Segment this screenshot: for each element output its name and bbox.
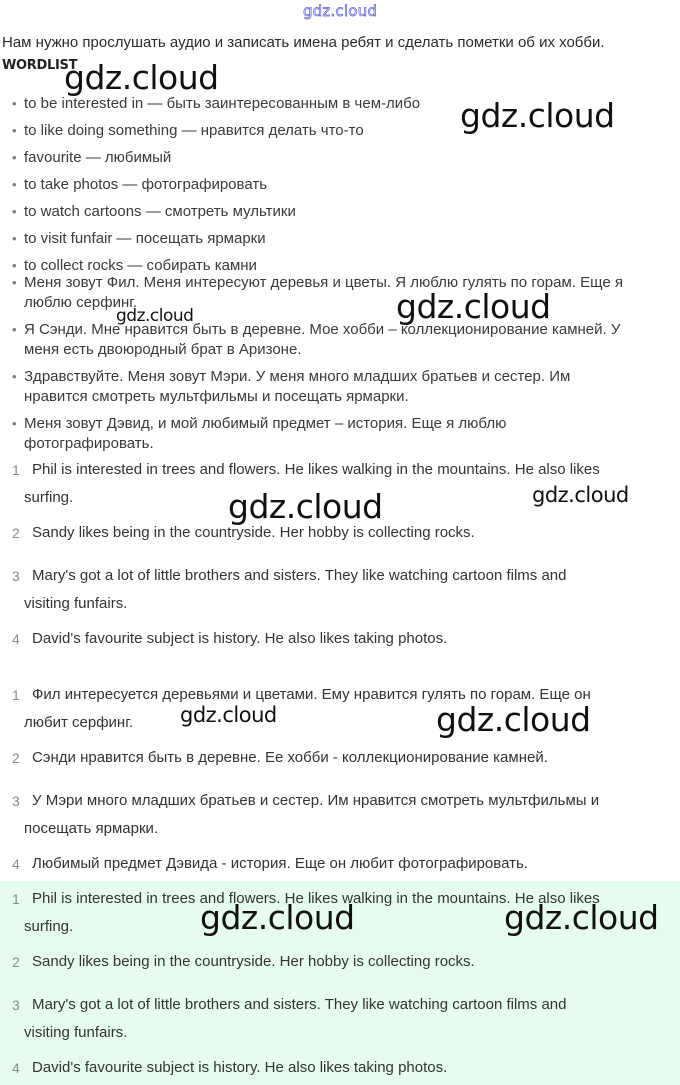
watermark: gdz.cloud <box>460 96 615 135</box>
watermark: gdz.cloud <box>116 306 194 326</box>
task-intro: Нам нужно прослушать аудио и записать имена ребят и сделать пометки об их хобби. <box>2 34 605 51</box>
wordlist-item: • to be interested in — быть заинтересованным в чем-либо <box>12 95 421 112</box>
answer-ru-item: 2 Сэнди нравится быть в деревне. Ее хобби - коллекционирование камней. <box>12 749 548 766</box>
watermark: gdz.cloud <box>436 700 591 739</box>
transcript-item: • Здравствуйте. Меня зовут Мэри. У меня много младших братьев и сестер. Им нравится смотреть мультфильмы и посещать ярмарки. <box>12 368 571 405</box>
wordlist-item: • to watch cartoons — смотреть мультики <box>12 203 296 220</box>
wordlist-item: • to take photos — фотографировать <box>12 176 268 193</box>
watermark: gdz.cloud <box>532 483 629 507</box>
watermark: gdz.cloud <box>504 898 659 937</box>
answer-en-item: 4 David's favourite subject is history. He also likes taking photos. <box>12 630 448 647</box>
answer-en-item: 2 Sandy likes being in the countryside. Her hobby is collecting rocks. <box>12 524 475 541</box>
answer-en-item: 1 Phil is interested in trees and flowers. He likes walking in the mountains. He also likes surfing. <box>12 461 600 506</box>
transcript-item: • Меня зовут Фил. Меня интересуют деревья и цветы. Я люблю гулять по горам. Еще я люблю серфинг. <box>12 274 623 311</box>
answer-en-highlight-item: 3 Mary's got a lot of little brothers and sisters. They like watching cartoon films and visiting funfairs. <box>12 996 567 1041</box>
wordlist-item: • favourite — любимый <box>12 149 172 166</box>
watermark: gdz.cloud <box>180 703 277 727</box>
answer-ru-item: 3 У Мэри много младших братьев и сестер. Им нравится смотреть мультфильмы и посещать ярмарки. <box>12 792 600 837</box>
watermark: gdz.cloud <box>228 487 383 526</box>
answer-en-highlight-item: 2 Sandy likes being in the countryside. Her hobby is collecting rocks. <box>12 953 475 970</box>
wordlist-heading: WORDLIST <box>2 58 78 73</box>
answer-en-item: 3 Mary's got a lot of little brothers and sisters. They like watching cartoon films and visiting funfairs. <box>12 567 567 612</box>
wordlist-item: • to visit funfair — посещать ярмарки <box>12 230 266 247</box>
wordlist-item: • to like doing something — нравится делать что-то <box>12 122 364 139</box>
watermark: gdz.cloud <box>200 898 355 937</box>
answer-en-highlight-item: 1 Phil is interested in trees and flowers. He likes walking in the mountains. He also likes surfing. <box>12 890 600 935</box>
watermark: gdz.cloud <box>64 58 219 97</box>
answer-ru-item: 1 Фил интересуется деревьями и цветами. Ему нравится гулять по горам. Еще он любит серфинг. <box>12 686 591 731</box>
watermark: gdz.cloud <box>396 287 551 326</box>
transcript-item: • Меня зовут Дэвид, и мой любимый предмет – история. Еще я люблю фотографировать. <box>12 415 507 452</box>
transcript-item: • Я Сэнди. Мне нравится быть в деревне. Мое хобби – коллекционирование камней. У меня есть двоюродный брат в Аризоне. <box>12 321 621 358</box>
answer-en-highlight-item: 4 David's favourite subject is history. He also likes taking photos. <box>12 1059 448 1076</box>
site-logo[interactable]: gdz.cloud <box>302 2 378 20</box>
answer-ru-item: 4 Любимый предмет Дэвида - история. Еще он любит фотографировать. <box>12 855 528 872</box>
wordlist-item: • to collect rocks — собирать камни <box>12 257 257 274</box>
